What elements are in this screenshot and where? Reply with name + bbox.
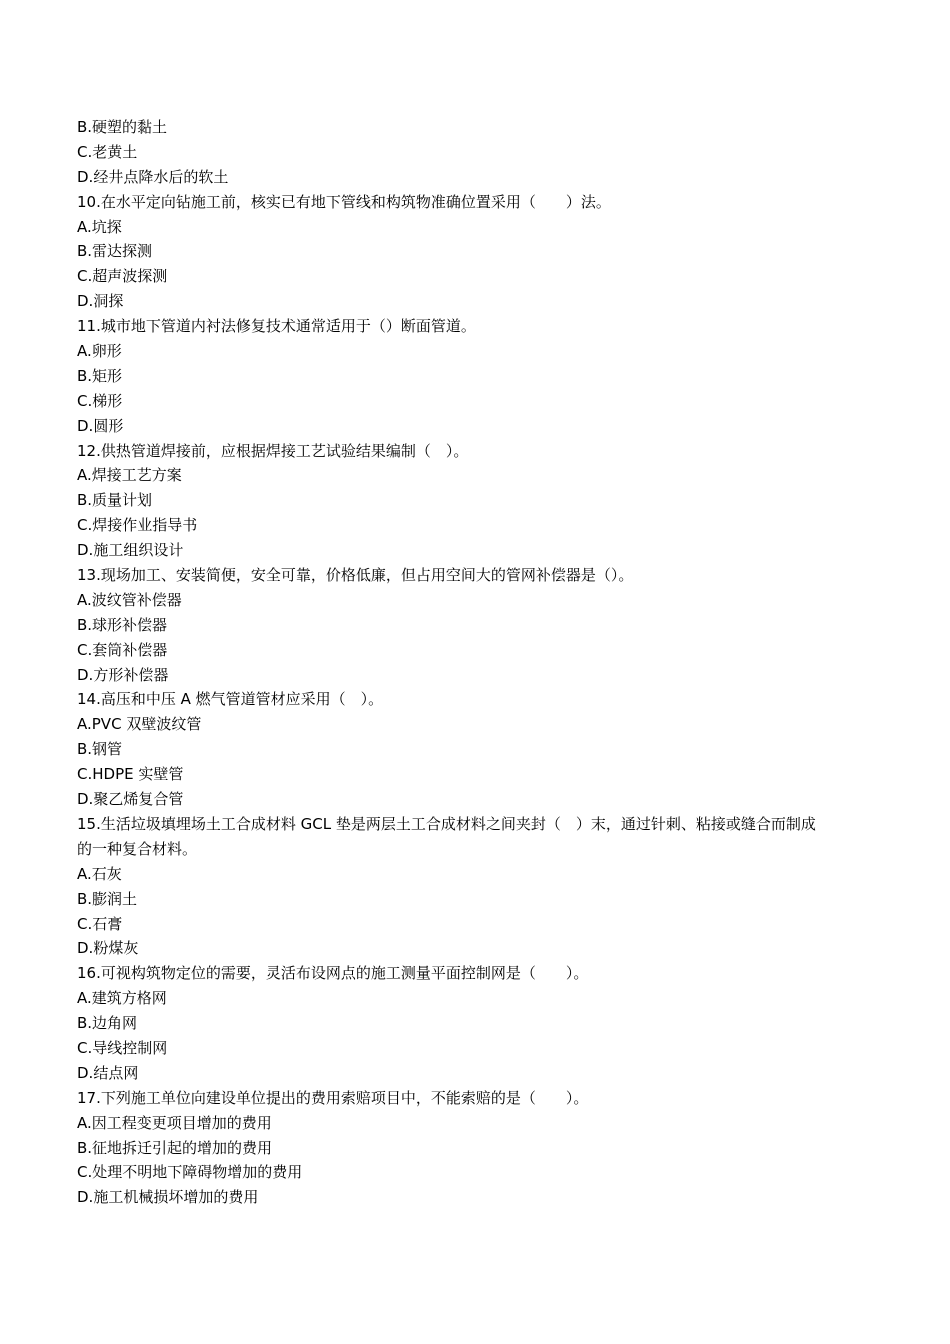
option-line: C.HDPE 实壁管 xyxy=(77,765,184,784)
option-line: C.梯形 xyxy=(77,391,123,410)
option-line: B.边角网 xyxy=(77,1014,138,1033)
option-line: A.波纹管补偿器 xyxy=(77,590,182,609)
option-line: A.坑探 xyxy=(77,217,122,236)
question-17: 17.下列施工单位向建设单位提出的费用索赔项目中，不能索赔的是（ ）。 xyxy=(77,1088,589,1107)
option-line: B.矩形 xyxy=(77,366,123,385)
option-line: D.圆形 xyxy=(77,416,124,435)
question-10: 10.在水平定向钻施工前，核实已有地下管线和构筑物准确位置采用（ ）法。 xyxy=(77,192,611,211)
question-15: 15.生活垃圾填埋场土工合成材料 GCL 垫是两层土工合成材料之间夹封（ ）末，通过针刺、粘接或缝合而制成 xyxy=(77,814,816,833)
option-line: A.建筑方格网 xyxy=(77,989,167,1008)
option-line: D.粉煤灰 xyxy=(77,939,139,958)
question-11: 11.城市地下管道内衬法修复技术通常适用于（）断面管道。 xyxy=(77,317,476,336)
question-12: 12.供热管道焊接前，应根据焊接工艺试验结果编制（ ）。 xyxy=(77,441,469,460)
option-line: C.焊接作业指导书 xyxy=(77,516,198,535)
option-line: C.导线控制网 xyxy=(77,1038,168,1057)
question-14: 14.高压和中压 A 燃气管道管材应采用（ ）。 xyxy=(77,690,384,709)
option-line: A.卵形 xyxy=(77,342,122,361)
option-line: D.聚乙烯复合管 xyxy=(77,790,184,809)
option-line: C.石膏 xyxy=(77,914,123,933)
option-line: B.征地拆迁引起的增加的费用 xyxy=(77,1138,273,1157)
option-line: D.方形补偿器 xyxy=(77,665,169,684)
option-line: A.焊接工艺方案 xyxy=(77,466,182,485)
option-line: A.因工程变更项目增加的费用 xyxy=(77,1113,272,1132)
option-line: D.经井点降水后的软土 xyxy=(77,167,229,186)
option-line: D.洞探 xyxy=(77,292,124,311)
option-line: B.质量计划 xyxy=(77,491,153,510)
option-line: B.雷达探测 xyxy=(77,242,153,261)
option-line: B.膨润土 xyxy=(77,889,138,908)
option-line: A.PVC 双壁波纹管 xyxy=(77,715,202,734)
option-line: D.施工机械损坏增加的费用 xyxy=(77,1188,259,1207)
question-13: 13.现场加工、安装简便，安全可靠，价格低廉，但占用空间大的管网补偿器是（）。 xyxy=(77,566,634,585)
option-line: C.套筒补偿器 xyxy=(77,640,168,659)
option-line: B.钢管 xyxy=(77,740,123,759)
option-line: B.球形补偿器 xyxy=(77,615,168,634)
document-page xyxy=(77,115,885,1210)
option-line: A.石灰 xyxy=(77,864,122,883)
question-15-continued: 的一种复合材料。 xyxy=(77,839,198,858)
option-line: C.老黄土 xyxy=(77,142,138,161)
option-line: B.硬塑的黏土 xyxy=(77,118,168,136)
option-line: C.处理不明地下障碍物增加的费用 xyxy=(77,1163,303,1182)
option-line: C.超声波探测 xyxy=(77,267,168,286)
option-line: D.结点网 xyxy=(77,1063,139,1082)
option-line: D.施工组织设计 xyxy=(77,541,184,560)
question-16: 16.可视构筑物定位的需要，灵活布设网点的施工测量平面控制网是（ ）。 xyxy=(77,964,589,983)
